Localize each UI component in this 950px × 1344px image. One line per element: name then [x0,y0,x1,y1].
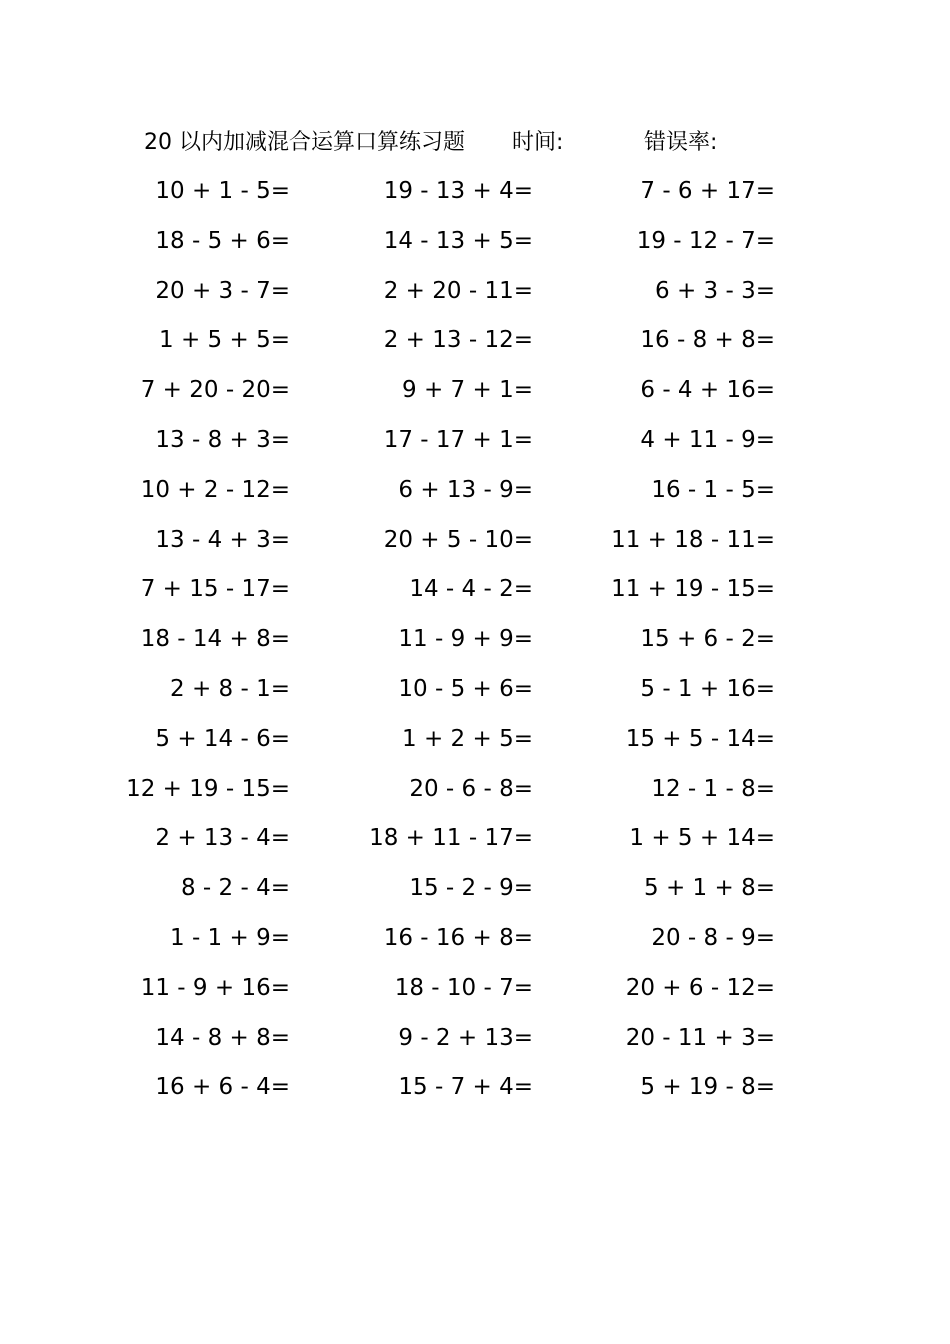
arithmetic-problem: 2 + 20 - 11= [383,277,533,304]
arithmetic-problem: 6 + 13 - 9= [398,476,533,503]
arithmetic-problem: 13 - 8 + 3= [155,426,290,453]
arithmetic-problem: 7 - 6 + 17= [640,178,775,204]
arithmetic-problem: 20 + 5 - 10= [383,526,533,553]
arithmetic-problem: 18 - 10 - 7= [394,974,533,1001]
arithmetic-problem: 5 + 1 + 8= [644,875,775,902]
arithmetic-problem: 11 - 9 + 9= [398,626,533,653]
arithmetic-problem: 20 - 11 + 3= [625,1024,775,1051]
worksheet-header [0,126,950,160]
problem-row [0,622,950,672]
arithmetic-problem: 7 + 20 - 20= [140,377,290,404]
arithmetic-problem: 15 - 2 - 9= [409,875,533,902]
arithmetic-problem: 9 - 2 + 13= [398,1024,533,1051]
arithmetic-problem: 1 + 2 + 5= [402,725,533,752]
arithmetic-problem: 1 + 5 + 5= [159,327,290,354]
arithmetic-problem: 15 + 5 - 14= [625,725,775,752]
arithmetic-problem: 14 - 8 + 8= [155,1024,290,1051]
arithmetic-problem: 14 - 4 - 2= [409,576,533,603]
arithmetic-problem: 14 - 13 + 5= [383,227,533,254]
arithmetic-problem: 2 + 13 - 12= [383,327,533,354]
arithmetic-problem: 16 - 1 - 5= [651,476,775,503]
arithmetic-problem: 7 + 15 - 17= [140,576,290,603]
problem-row [0,971,950,1021]
problem-row [0,921,950,971]
arithmetic-problem: 18 + 11 - 17= [369,825,533,852]
problem-row [0,572,950,622]
arithmetic-problem: 11 - 9 + 16= [140,974,290,1001]
arithmetic-problem: 5 - 1 + 16= [640,675,775,702]
arithmetic-problem: 18 - 5 + 6= [155,227,290,254]
problem-row [0,772,950,822]
arithmetic-problem: 15 + 6 - 2= [640,626,775,653]
arithmetic-problem: 12 - 1 - 8= [651,775,775,802]
arithmetic-problem: 11 + 18 - 11= [611,526,775,553]
problem-row [0,722,950,772]
arithmetic-problem: 15 - 7 + 4= [398,1074,533,1101]
problem-row [0,1070,950,1120]
arithmetic-problem: 11 + 19 - 15= [611,576,775,603]
problem-row [0,672,950,722]
problem-row [0,523,950,573]
arithmetic-problem: 19 - 13 + 4= [383,178,533,204]
arithmetic-problem: 4 + 11 - 9= [640,426,775,453]
arithmetic-problem: 6 + 3 - 3= [655,277,775,304]
arithmetic-problem: 5 + 14 - 6= [155,725,290,752]
arithmetic-problem: 20 - 8 - 9= [651,924,775,951]
problem-row [0,373,950,423]
arithmetic-problem: 1 + 5 + 14= [629,825,775,852]
problem-row [0,274,950,324]
arithmetic-problem: 17 - 17 + 1= [383,426,533,453]
problem-grid [0,174,950,1120]
arithmetic-problem: 16 - 8 + 8= [640,327,775,354]
arithmetic-problem: 20 - 6 - 8= [409,775,533,802]
arithmetic-problem: 6 - 4 + 16= [640,377,775,404]
problem-row [0,473,950,523]
arithmetic-problem: 13 - 4 + 3= [155,526,290,553]
arithmetic-problem: 2 + 8 - 1= [170,675,290,702]
problem-row [0,174,950,224]
arithmetic-problem: 9 + 7 + 1= [402,377,533,404]
arithmetic-problem: 20 + 3 - 7= [155,277,290,304]
arithmetic-problem: 12 + 19 - 15= [126,775,290,802]
time-label: 时间: [512,130,564,155]
arithmetic-problem: 2 + 13 - 4= [155,825,290,852]
problem-row [0,423,950,473]
problem-row [0,323,950,373]
arithmetic-problem: 10 + 1 - 5= [155,178,290,204]
error-rate-label: 错误率: [644,130,718,155]
arithmetic-problem: 16 - 16 + 8= [383,924,533,951]
arithmetic-problem: 19 - 12 - 7= [636,227,775,254]
problem-row [0,821,950,871]
arithmetic-problem: 10 + 2 - 12= [140,476,290,503]
arithmetic-problem: 16 + 6 - 4= [155,1074,290,1101]
arithmetic-problem: 20 + 6 - 12= [625,974,775,1001]
problem-row [0,871,950,921]
arithmetic-problem: 18 - 14 + 8= [140,626,290,653]
worksheet-title: 20 以内加减混合运算口算练习题 [144,130,465,155]
problem-row [0,224,950,274]
arithmetic-problem: 1 - 1 + 9= [170,924,290,951]
arithmetic-problem: 8 - 2 - 4= [180,875,290,902]
problem-row [0,1021,950,1071]
arithmetic-problem: 10 - 5 + 6= [398,675,533,702]
arithmetic-problem: 5 + 19 - 8= [640,1074,775,1101]
